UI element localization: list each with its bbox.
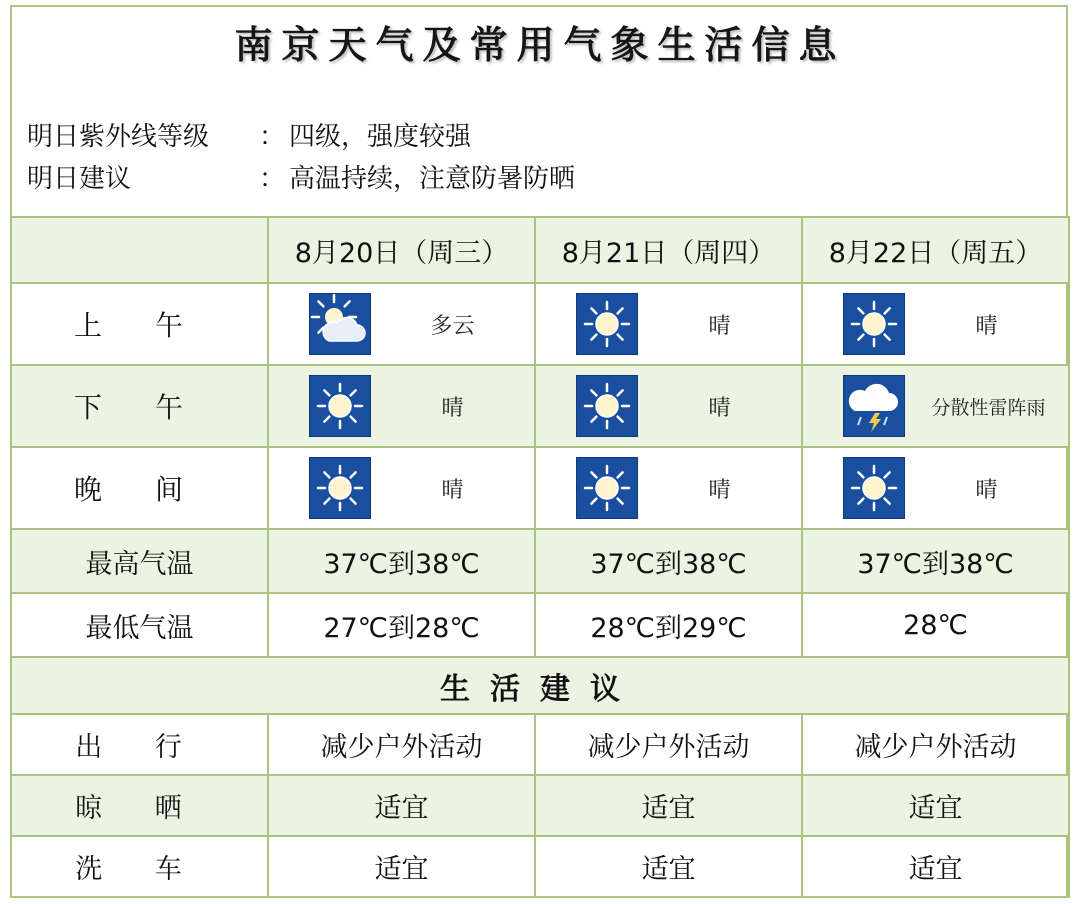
sun-icon: [309, 375, 371, 437]
weather-text: 晴: [708, 395, 731, 421]
sun-icon: [843, 293, 905, 355]
sun-icon: [576, 457, 638, 519]
date-header: 8月20日（周三）: [268, 217, 535, 283]
weather-text: 分散性雷阵雨: [931, 396, 1046, 419]
life-cell: 适宜: [535, 836, 802, 897]
life-cell: 适宜: [802, 836, 1069, 897]
weather-cell: [535, 447, 802, 529]
life-cell: 适宜: [802, 775, 1069, 836]
weather-cell: [802, 283, 1069, 365]
period-label: 晚 间: [11, 447, 268, 529]
partly-cloudy-icon: [309, 293, 371, 355]
sun-icon: [576, 375, 638, 437]
weather-cell: [268, 447, 535, 529]
life-label: 晾 晒: [11, 775, 268, 836]
life-label: 洗 车: [11, 836, 268, 897]
uv-level-value: 四级，强度较强: [289, 122, 472, 152]
weather-cell: [535, 365, 802, 447]
page-title: 南京天气及常用气象生活信息: [234, 22, 846, 67]
life-cell: 减少户外活动: [802, 714, 1069, 775]
advice-value: 高温持续，注意防暑防晒: [289, 164, 576, 194]
max-temp-label: 最高气温: [11, 529, 268, 593]
life-cell: 减少户外活动: [268, 714, 535, 775]
life-cell: 减少户外活动: [535, 714, 802, 775]
weather-text: 多云: [430, 313, 475, 339]
sun-icon: [576, 293, 638, 355]
min-temp-label: 最低气温: [11, 593, 268, 657]
header-corner: [11, 217, 268, 283]
uv-colon: ：: [259, 122, 286, 152]
date-header: 8月21日（周四）: [535, 217, 802, 283]
drying-row: [11, 775, 1069, 836]
weather-row-evening: [11, 447, 1069, 529]
period-label: 下 午: [11, 365, 268, 447]
max-temp-row: [11, 529, 1069, 593]
temp-cell: 37℃到38℃: [535, 529, 802, 593]
temp-cell: 28℃: [802, 593, 1069, 657]
thunderstorm-icon: [843, 375, 905, 437]
weather-row-afternoon: [11, 365, 1069, 447]
forecast-table: [10, 216, 1070, 898]
weather-text: 晴: [975, 477, 998, 503]
advice-label: 明日建议: [27, 164, 132, 194]
weather-cell: [535, 283, 802, 365]
advice-colon: ：: [259, 164, 286, 194]
date-header: 8月22日（周五）: [802, 217, 1069, 283]
weather-text: 晴: [708, 313, 731, 339]
travel-row: [11, 714, 1069, 775]
life-label: 出 行: [11, 714, 268, 775]
uv-level-label: 明日紫外线等级: [27, 122, 210, 152]
life-cell: 适宜: [268, 775, 535, 836]
sun-icon: [309, 457, 371, 519]
temp-cell: 27℃到28℃: [268, 593, 535, 657]
weather-cell: [268, 283, 535, 365]
life-advice-heading: 生活建议: [11, 657, 1069, 714]
life-cell: 适宜: [268, 836, 535, 897]
period-label: 上 午: [11, 283, 268, 365]
weather-row-morning: [11, 283, 1069, 365]
weather-text: 晴: [708, 477, 731, 503]
weather-cell: [268, 365, 535, 447]
uv-level-line: [27, 116, 471, 153]
weather-cell: [802, 447, 1069, 529]
temp-cell: 37℃到38℃: [268, 529, 535, 593]
advice-line: [27, 158, 575, 195]
temp-cell: 37℃到38℃: [802, 529, 1069, 593]
weather-text: 晴: [441, 477, 464, 503]
weather-text: 晴: [441, 395, 464, 421]
temp-cell: 28℃到29℃: [535, 593, 802, 657]
sun-icon: [843, 457, 905, 519]
life-cell: 适宜: [535, 775, 802, 836]
weather-cell: [802, 365, 1069, 447]
life-advice-section-row: [11, 657, 1069, 714]
car-wash-row: [11, 836, 1069, 897]
date-header-row: [11, 217, 1069, 283]
weather-text: 晴: [975, 313, 998, 339]
min-temp-row: [11, 593, 1069, 657]
